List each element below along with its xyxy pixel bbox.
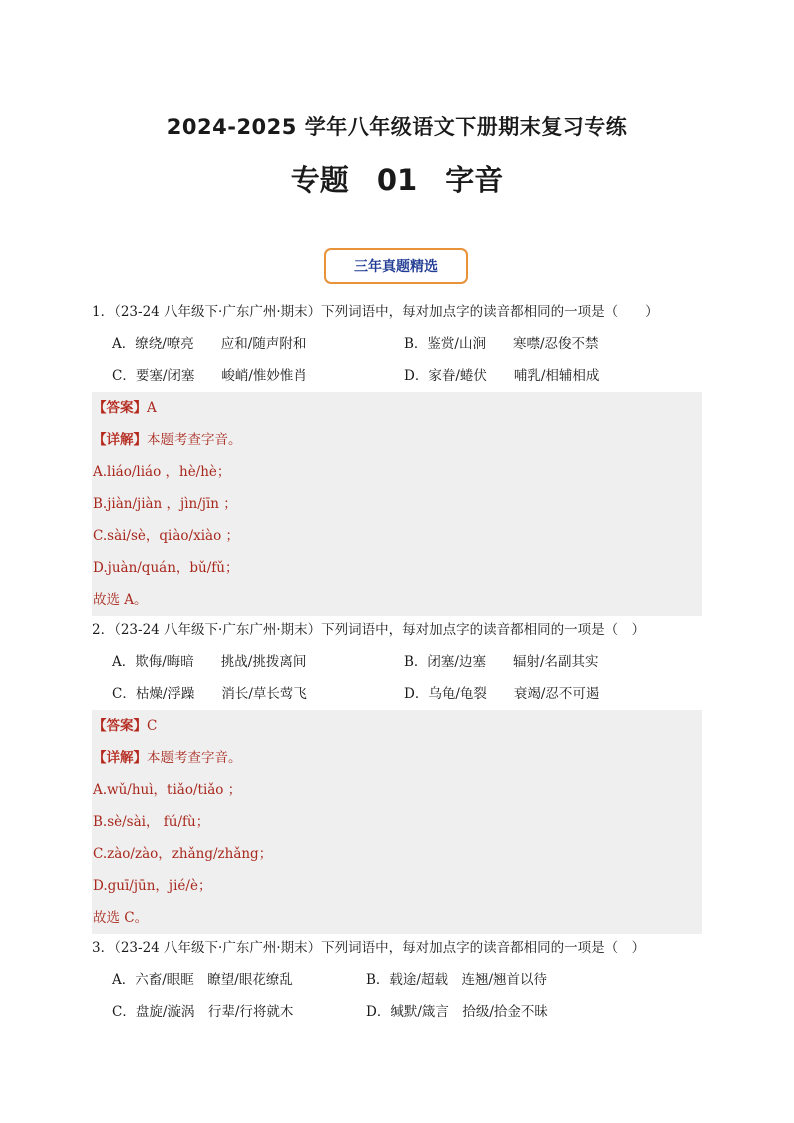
pinyin-line-c: C.sài/sè，qiào/xiào ；: [93, 528, 239, 544]
conclusion: 故选 C。: [93, 910, 149, 926]
answer-row: [92, 392, 702, 424]
conclusion: 故选 A。: [93, 592, 148, 608]
options: [92, 646, 702, 710]
answer-label: 【答案】: [93, 400, 147, 416]
option-a: A．欺侮/晦暗 挑战/挑拨离间: [112, 654, 307, 670]
section-badge: 三年真题精选: [324, 248, 468, 284]
option-b: B．闭塞/边塞 辐射/名副其实: [404, 654, 599, 670]
pinyin-line-a: A.wǔ/huì，tiǎo/tiǎo ；: [93, 782, 242, 798]
pinyin-line-a: A.liáo/liáo ，hè/hè；: [93, 464, 231, 480]
option-a: A．缭绕/嘹亮 应和/随声附和: [112, 336, 307, 352]
option-d: D．乌龟/龟裂 衰竭/忍不可遏: [404, 686, 600, 702]
question-stem: 3．（23-24 八年级下·广东广州·期末）下列词语中，每对加点字的读音都相同的一项是（ ）: [92, 940, 646, 956]
answer-label: 【答案】: [93, 718, 147, 734]
options: [92, 328, 702, 392]
detail-label: 【详解】: [93, 432, 147, 448]
option-d: D．家眷/蜷伏 哺乳/相辅相成: [404, 368, 600, 384]
detail-label: 【详解】: [93, 750, 147, 766]
pinyin-line-c: C.zào/zào，zhǎng/zhǎng；: [93, 846, 273, 862]
pinyin-line-b: B.jiàn/jiàn ，jìn/jīn ；: [93, 496, 237, 512]
question-3: [92, 932, 702, 1028]
detail-row: [92, 742, 702, 774]
options: [92, 964, 702, 1028]
answer-row: [92, 710, 702, 742]
option-c: C．要塞/闭塞 峻峭/惟妙惟肖: [112, 368, 307, 384]
pinyin-line-d: D.juàn/quán，bǔ/fǔ；: [93, 560, 239, 576]
option-b: B．鉴赏/山涧 寒噤/忍俊不禁: [404, 336, 599, 352]
question-2: [92, 614, 702, 934]
pinyin-line-d: D.guī/jūn，jié/è；: [93, 878, 212, 894]
answer-block: [92, 392, 702, 616]
question-1: [92, 296, 702, 616]
question-stem: 2．（23-24 八年级下·广东广州·期末）下列词语中，每对加点字的读音都相同的一项是（ ）: [92, 622, 646, 638]
option-b: B．载途/超载 连翘/翘首以待: [366, 972, 548, 988]
pinyin-line-b: B.sè/sài， fú/fù；: [93, 814, 210, 830]
option-c: C．枯燥/浮躁 消长/草长莺飞: [112, 686, 307, 702]
option-c: C．盘旋/漩涡 行辈/行将就木: [112, 1004, 294, 1020]
detail-text: 本题考查字音。: [147, 750, 242, 766]
option-d: D．缄默/箴言 拾级/拾金不昧: [366, 1004, 548, 1020]
option-a: A．六畜/眼眶 瞭望/眼花缭乱: [112, 972, 293, 988]
document-title: 2024-2025 学年八年级语文下册期末复习专练: [166, 115, 628, 139]
question-stem: 1．（23-24 八年级下·广东广州·期末）下列词语中，每对加点字的读音都相同的一项是（ ）: [92, 304, 659, 320]
detail-text: 本题考查字音。: [147, 432, 242, 448]
answer-value: A: [147, 400, 157, 416]
topic-title: 专题 01 字音: [290, 163, 504, 197]
answer-value: C: [147, 718, 158, 734]
detail-row: [92, 424, 702, 456]
answer-block: [92, 710, 702, 934]
